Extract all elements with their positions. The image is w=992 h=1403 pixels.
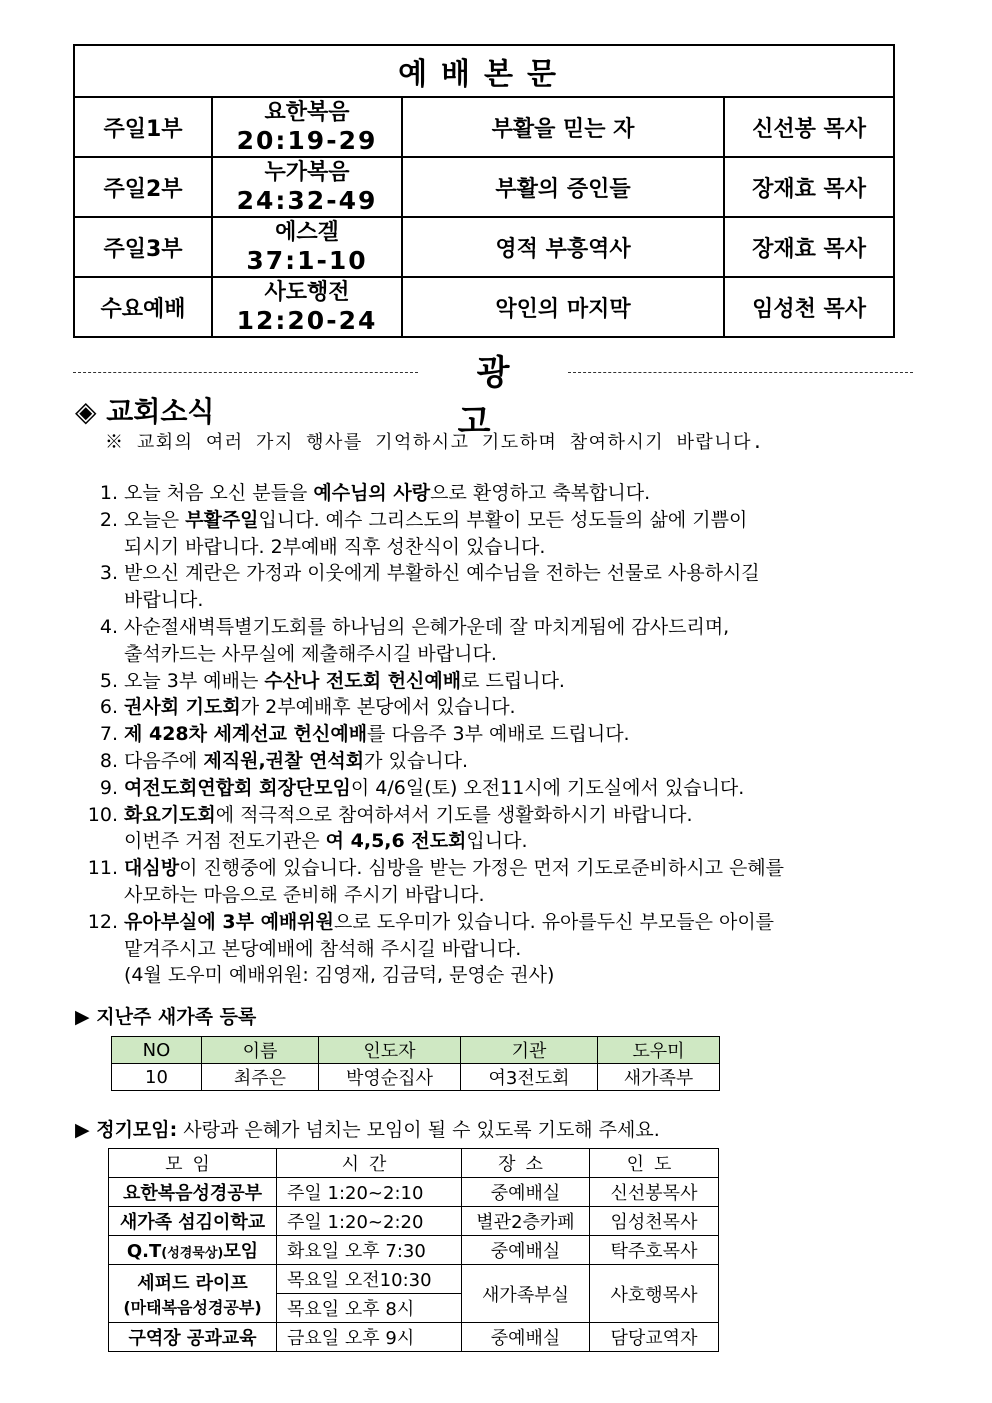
worship-row: [74, 277, 894, 337]
service-name: 주일3부: [74, 217, 212, 277]
scripture-ref: 12:20-24: [236, 306, 378, 335]
table-row: [109, 1323, 719, 1352]
scripture: [212, 97, 402, 157]
sermon-title: 악인의 마지막: [402, 277, 724, 337]
item-bold: 수산나 전도회 헌신예배: [264, 669, 462, 692]
col-header: 인도자: [319, 1037, 461, 1064]
item-continuation: 바랍니다.: [124, 589, 204, 612]
col-header: 장소: [462, 1149, 590, 1178]
item-continuation: 출석카드는 사무실에 제출해주시길 바랍니다.: [124, 642, 497, 665]
meeting-name: [109, 1236, 277, 1265]
item-number: 11.: [87, 857, 118, 880]
scripture-ref: 20:19-29: [236, 126, 378, 155]
list-item: [70, 855, 920, 882]
meeting-name-line2: (마태복음성경공부): [123, 1298, 262, 1317]
preacher: 장재효 목사: [724, 157, 894, 217]
item-bold: 권사회 기도회: [124, 696, 241, 719]
item-text: 다음주에: [124, 749, 204, 772]
item-bold: 부활주일: [185, 508, 259, 531]
meeting-leader: 담당교역자: [590, 1323, 719, 1352]
list-item: [70, 721, 920, 748]
meeting-leader: 탁주호목사: [590, 1236, 719, 1265]
item-text: 에 적극적으로 참여하셔서 기도를 생활화하시기 바랍니다.: [215, 803, 693, 826]
meeting-name-b: 모임: [223, 1241, 259, 1262]
meeting-time: 화요일 오후 7:30: [277, 1236, 462, 1265]
service-name: 주일2부: [74, 157, 212, 217]
item-continuation: 맡겨주시고 본당예배에 참석해 주시길 바랍니다.: [124, 937, 522, 960]
preacher: 장재효 목사: [724, 217, 894, 277]
scripture-ref: 24:32-49: [236, 186, 378, 215]
preacher: 임성천 목사: [724, 277, 894, 337]
item-text: 이번주 거점 전도기관은: [124, 830, 326, 853]
meeting-place: 새가족부실: [462, 1265, 590, 1323]
item-number: 4.: [99, 615, 118, 638]
scripture: [212, 157, 402, 217]
item-number: 6.: [99, 696, 118, 719]
worship-row: [74, 217, 894, 277]
list-item: [70, 614, 920, 641]
meetings-title-bold: ▶ 정기모임:: [75, 1119, 178, 1141]
meeting-leader: 신선봉목사: [590, 1178, 719, 1207]
worship-table: [73, 44, 895, 338]
meeting-name: [109, 1265, 277, 1323]
church-news-note: ※ 교회의 여러 가지 행사를 기억하시고 기도하며 참여하시기 바랍니다.: [105, 432, 765, 453]
item-text: 으로 도우미가 있습니다. 유아를두신 부모들은 아이를: [334, 910, 775, 933]
meeting-leader: 사호행목사: [590, 1265, 719, 1323]
item-number: 1.: [99, 482, 118, 504]
church-news-title: ◈ 교회소식: [75, 395, 215, 428]
scripture: [212, 277, 402, 337]
table-row: [109, 1236, 719, 1265]
meeting-name: 요한복음성경공부: [109, 1178, 277, 1207]
meeting-time: 금요일 오후 9시: [277, 1323, 462, 1352]
item-bold: 제직원,권찰 연석회: [203, 749, 365, 772]
sermon-title: 부활의 증인들: [402, 157, 724, 217]
cell-no: 10: [112, 1064, 202, 1091]
meeting-place: 중예배실: [462, 1178, 590, 1207]
meeting-name-a: Q.T: [126, 1241, 162, 1262]
meeting-time: 목요일 오후 8시: [277, 1294, 462, 1323]
scripture-book: 요한복음: [264, 100, 350, 125]
item-text: 사순절새벽특별기도회를 하나님의 은혜가운데 잘 마치게됨에 감사드리며,: [124, 615, 730, 638]
col-header: NO: [112, 1037, 202, 1064]
cell-helper: 새가족부: [598, 1064, 720, 1091]
table-row: [109, 1178, 719, 1207]
item-bold: 제 428차 세계선교 헌신예배: [124, 723, 368, 746]
cell-guide: 박영순집사: [319, 1064, 461, 1091]
meeting-name: 새가족 섬김이학교: [109, 1207, 277, 1236]
divider-left: [73, 372, 418, 373]
item-text: 이 진행중에 있습니다. 심방을 받는 가정은 먼저 기도로준비하시고 은혜를: [179, 857, 785, 880]
list-item: [70, 748, 920, 775]
list-item: [70, 802, 920, 829]
meeting-name-small: (성경묵상): [161, 1246, 224, 1261]
item-bold: 여전도회연합회 회장단모임: [124, 776, 351, 799]
meeting-name-line1: 세퍼드 라이프: [137, 1273, 248, 1294]
item-text: 입니다. 예수 그리스도의 부활이 모든 성도들의 삶에 기쁨이: [258, 508, 748, 531]
item-bold: 대심방: [124, 857, 180, 880]
item-number: 2.: [99, 508, 118, 531]
col-header: 인도: [590, 1149, 719, 1178]
list-item: [70, 668, 920, 695]
meeting-time: 주일 1:20~2:10: [277, 1178, 462, 1207]
item-text: 오늘 3부 예배는: [124, 669, 265, 692]
item-continuation: [70, 828, 920, 855]
item-text: 이 4/6일(토) 오전11시에 기도실에서 있습니다.: [350, 776, 745, 799]
item-bold: 예수님의 사랑: [313, 482, 431, 504]
list-item: [70, 775, 920, 802]
meetings-title-rest: 사랑과 은혜가 넘치는 모임이 될 수 있도록 기도해 주세요.: [177, 1119, 660, 1141]
item-continuation: 사모하는 마음으로 준비해 주시기 바랍니다.: [124, 883, 485, 906]
meeting-place: 중예배실: [462, 1323, 590, 1352]
col-header: 이름: [202, 1037, 319, 1064]
item-text: 로 드립니다.: [461, 669, 565, 692]
item-number: 3.: [99, 562, 118, 585]
item-continuation: 되시기 바랍니다. 2부예배 직후 성찬식이 있습니다.: [124, 535, 546, 558]
col-header: 시간: [277, 1149, 462, 1178]
divider-right: [568, 372, 913, 373]
table-row: [112, 1064, 720, 1091]
meeting-place: 중예배실: [462, 1236, 590, 1265]
scripture-book: 누가복음: [264, 160, 350, 185]
ad-title: 광고: [457, 353, 548, 442]
preacher: 신선봉 목사: [724, 97, 894, 157]
worship-row: [74, 157, 894, 217]
item-text: 으로 환영하고 축복합니다.: [430, 482, 651, 504]
meetings-table: [108, 1148, 719, 1352]
item-number: 10.: [87, 803, 118, 826]
item-text: 입니다.: [466, 830, 528, 853]
item-number: 5.: [99, 669, 118, 692]
service-name: 수요예배: [74, 277, 212, 337]
item-text: 를 다음주 3부 예배로 드립니다.: [367, 723, 630, 746]
item-continuation: (4월 도우미 예배위원: 김영재, 김금덕, 문영순 권사): [124, 964, 555, 987]
col-header: 도우미: [598, 1037, 720, 1064]
sermon-title: 부활을 믿는 자: [402, 97, 724, 157]
item-text: 가 2부예배후 본당에서 있습니다.: [240, 696, 516, 719]
new-family-table: [111, 1036, 720, 1091]
meeting-time: 주일 1:20~2:20: [277, 1207, 462, 1236]
scripture: [212, 217, 402, 277]
scripture-book: 사도행전: [264, 280, 350, 305]
item-text: 오늘은: [124, 508, 186, 531]
col-header: 모임: [109, 1149, 277, 1178]
list-item: [70, 694, 920, 721]
meeting-name: 구역장 공과교육: [109, 1323, 277, 1352]
item-bold: 여 4,5,6 전도회: [325, 830, 467, 853]
new-family-title: ▶ 지난주 새가족 등록: [75, 1006, 257, 1028]
worship-row: [74, 97, 894, 157]
list-item: [70, 507, 920, 534]
item-number: 9.: [99, 776, 118, 799]
list-item: [70, 480, 920, 507]
list-item: [70, 909, 920, 936]
item-text: 받으신 계란은 가정과 이웃에게 부활하신 예수님을 전하는 선물로 사용하시길: [124, 562, 760, 585]
meeting-time: 목요일 오전10:30: [277, 1265, 462, 1294]
meeting-place: 별관2층카페: [462, 1207, 590, 1236]
item-number: 7.: [99, 723, 118, 746]
sermon-title: 영적 부흥역사: [402, 217, 724, 277]
item-number: 12.: [87, 910, 118, 933]
cell-name: 최주은: [202, 1064, 319, 1091]
col-header: 기관: [461, 1037, 598, 1064]
worship-title: 예배본문: [74, 45, 894, 97]
meeting-leader: 임성천목사: [590, 1207, 719, 1236]
item-number: 8.: [99, 749, 118, 772]
item-text: 가 있습니다.: [364, 749, 468, 772]
scripture-book: 에스겔: [275, 220, 339, 245]
item-text: 오늘 처음 오신 분들을: [124, 482, 314, 504]
item-bold: 유아부실에 3부 예배위원: [124, 910, 334, 933]
meetings-title: [75, 1115, 660, 1142]
table-row: [109, 1207, 719, 1236]
item-bold: 화요기도회: [124, 803, 216, 826]
cell-org: 여3전도회: [461, 1064, 598, 1091]
table-row: [109, 1265, 719, 1294]
list-item: [70, 560, 920, 587]
scripture-ref: 37:1-10: [246, 246, 368, 275]
service-name: 주일1부: [74, 97, 212, 157]
news-list: [70, 480, 920, 989]
